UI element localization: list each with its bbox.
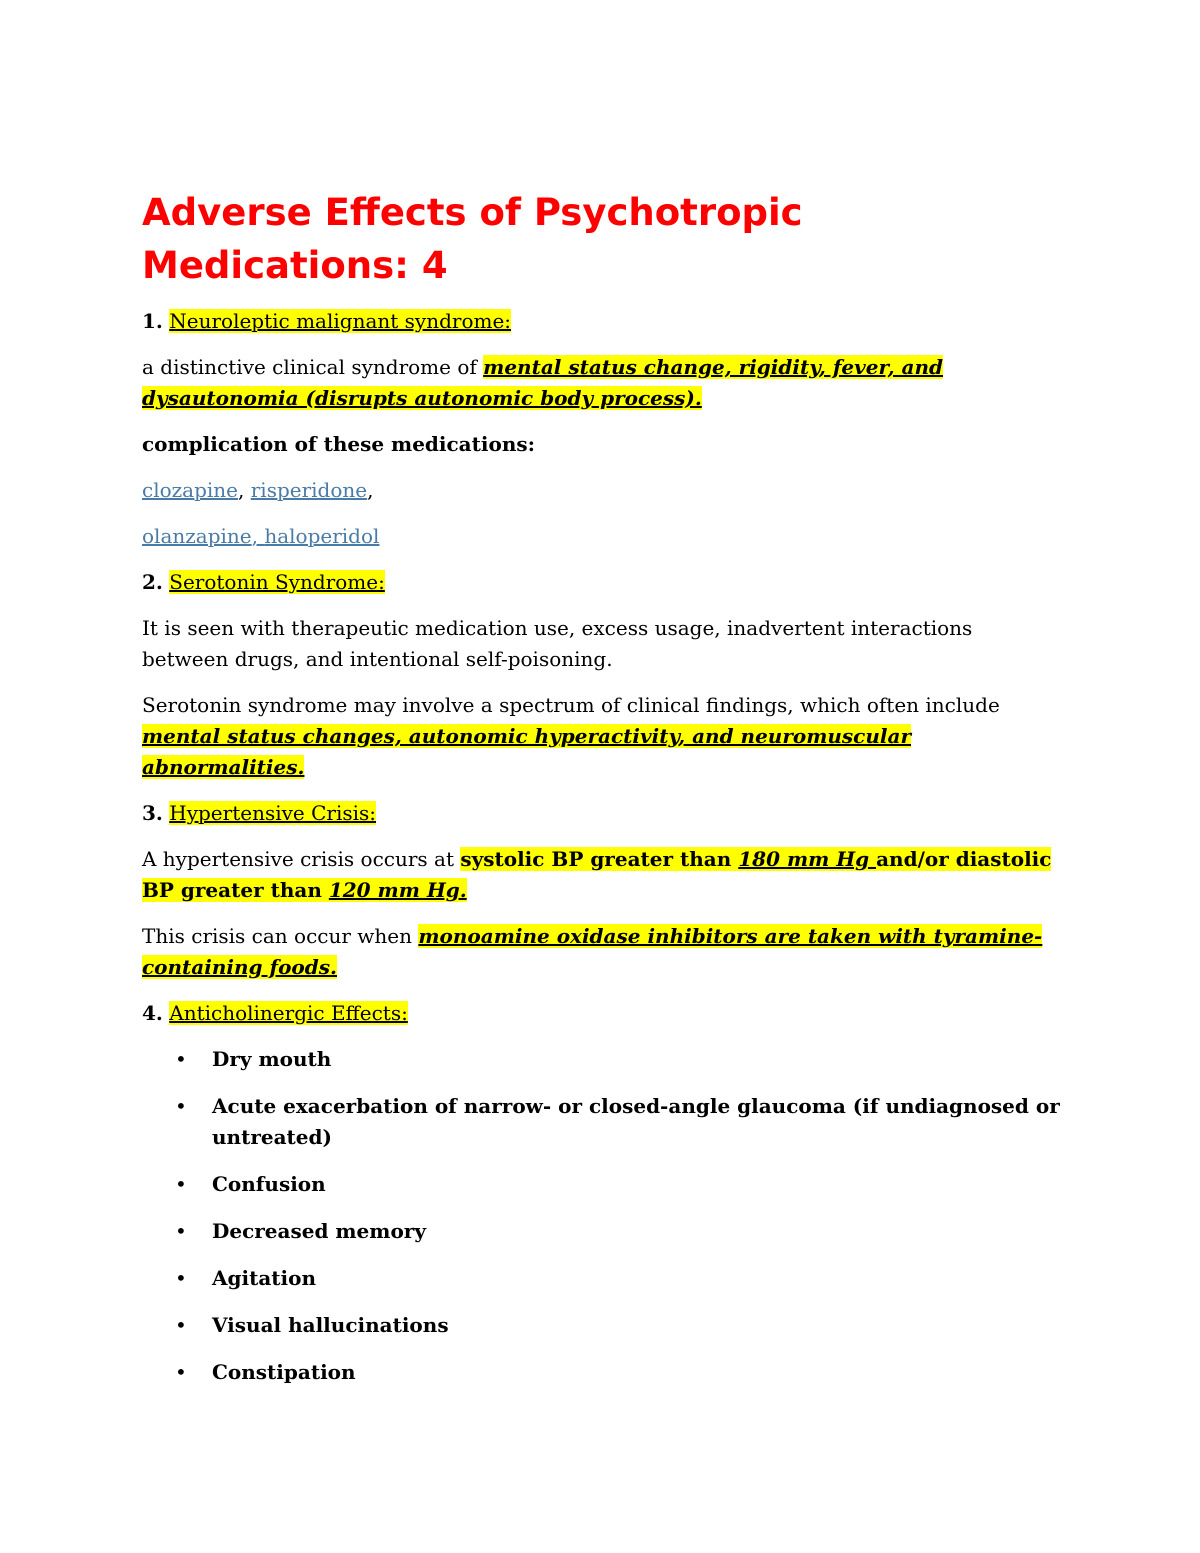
document-title: Adverse Effects of Psychotropic Medications: 4 [142, 191, 803, 287]
drug-link-risperidone[interactable]: risperidone [250, 478, 368, 502]
section-title: Hypertensive Crisis: [169, 801, 377, 825]
bullet-icon: • [175, 1313, 187, 1337]
section-heading-serotonin [142, 567, 1062, 598]
serotonin-para-1: It is seen with therapeutic medication use, excess usage, inadvertent interactions between drugs, and intentional self-poisoning. [142, 616, 973, 671]
list-item: • Constipation [142, 1357, 1062, 1388]
section-title: Serotonin Syndrome: [169, 570, 385, 594]
drug-link-olanzapine[interactable]: olanzapine [142, 524, 252, 548]
serotonin-intro-text: Serotonin syndrome may involve a spectrum of clinical findings, which often include [142, 693, 1000, 717]
complication-label: complication of these medications: [142, 432, 535, 456]
anticholinergic-effects-list [142, 1044, 1062, 1388]
hypertensive-para-2 [142, 921, 1062, 983]
list-item: • Agitation [142, 1263, 1062, 1294]
list-item: • Dry mouth [142, 1044, 1062, 1075]
serotonin-para-2 [142, 690, 1062, 783]
list-item: • Acute exacerbation of narrow- or closed-angle glaucoma (if undiagnosed or untreated) [142, 1091, 1062, 1153]
hypertensive-intro-text: A hypertensive crisis occurs at [142, 847, 461, 871]
section-number: 2. [142, 570, 163, 594]
list-item: • Confusion [142, 1169, 1062, 1200]
document-content [142, 186, 1062, 1404]
section-title: Anticholinergic Effects: [169, 1001, 408, 1025]
drug-list-line-2: olanzapine, haloperidol [142, 524, 380, 548]
nms-emphasis-text: mental status change, rigidity, fever, and dysautonomia (disrupts autonomic body process). [142, 355, 943, 410]
list-item: • Visual hallucinations [142, 1310, 1062, 1341]
serotonin-emphasis-text: mental status changes, autonomic hyperactivity, and neuromuscular abnormalities. [142, 724, 911, 779]
section-title: Neuroleptic malignant syndrome: [169, 309, 512, 333]
bullet-icon: • [175, 1047, 187, 1071]
section-heading-anticholinergic [142, 998, 1062, 1029]
bullet-icon: • [175, 1094, 187, 1118]
drug-list-line-1: clozapine, risperidone, [142, 478, 374, 502]
section-number: 4. [142, 1001, 163, 1025]
hypertensive-cause-emphasis: monoamine oxidase inhibitors are taken with tyramine-containing foods. [142, 924, 1043, 979]
bullet-icon: • [175, 1266, 187, 1290]
section-heading-nms [142, 306, 1062, 337]
systolic-value: 180 mm Hg [738, 847, 877, 871]
diastolic-label: and/or diastolic BP greater than [142, 847, 1052, 902]
section-number: 3. [142, 801, 163, 825]
hypertensive-cause-intro: This crisis can occur when [142, 924, 419, 948]
bullet-icon: • [175, 1219, 187, 1243]
systolic-label: systolic BP greater than [460, 847, 739, 871]
section-number: 1. [142, 309, 163, 333]
bullet-icon: • [175, 1172, 187, 1196]
diastolic-value: 120 mm Hg. [328, 878, 467, 902]
drug-link-haloperidol[interactable]: haloperidol [264, 524, 380, 548]
hypertensive-para-1 [142, 844, 1062, 906]
list-item: • Decreased memory [142, 1216, 1062, 1247]
nms-intro-text: a distinctive clinical syndrome of [142, 355, 484, 379]
drug-link-clozapine[interactable]: clozapine [142, 478, 239, 502]
bullet-icon: • [175, 1360, 187, 1384]
nms-description [142, 352, 1062, 414]
section-heading-hypertensive [142, 798, 1062, 829]
